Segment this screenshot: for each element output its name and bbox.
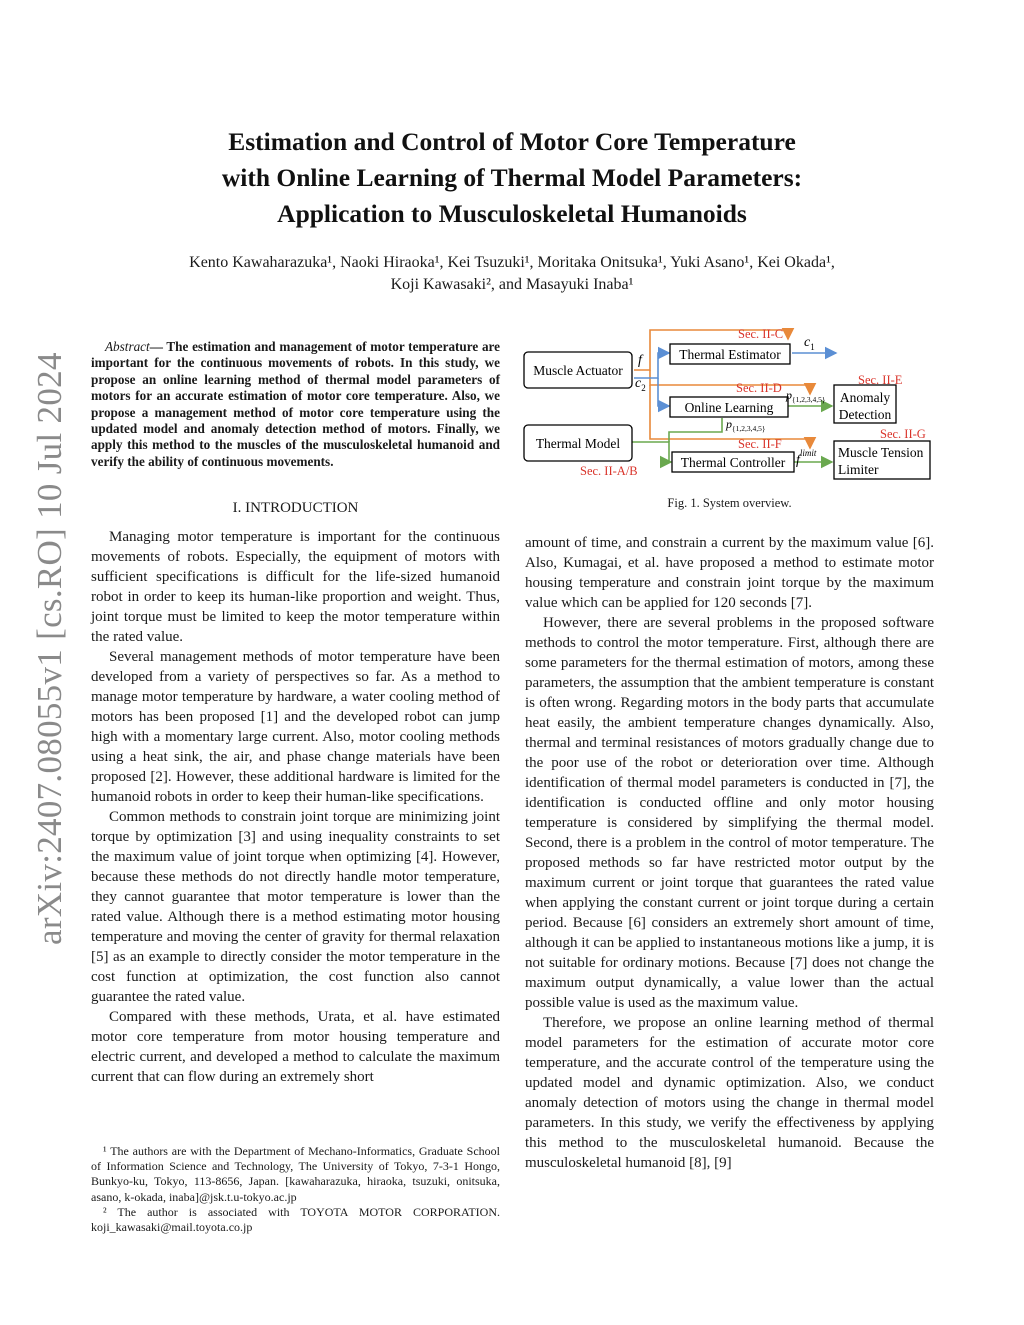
author-list (110, 252, 914, 296)
label-sec-ii-d: Sec. II-D (736, 381, 782, 395)
title-line-2: with Online Learning of Thermal Model Parameters: (221, 163, 803, 192)
box-anomaly-label-1: Anomaly (839, 390, 891, 405)
paragraph: amount of time, and constrain a current by the maximum value [6]. Also, Kumagai, et al. have proposed a method to estimate motor housing temperature and constrain joint torque by the maximum value which can be applied for 120 seconds [7]. (525, 535, 934, 611)
paragraph: Common methods to constrain joint torque are minimizing joint torque by optimization [3] and using inequality constraints to set the maximum value of joint torque when optimizing [4]. However, because these methods do not directly handle motor temperature, they cannot guarantee that motor temperature is lower than the rated value. Although there is a method estimating motor housing temperature and moving the center of gravity for thermal relaxation [5] as an example to directly consider the motor temperature in the cost function at optimization, the cost function also cannot guarantee the rated value. (91, 809, 500, 1005)
symbol-c2-base: c (635, 376, 642, 391)
footnote-2: ² The author is associated with TOYOTA MOTOR CORPORATION. koji_kawasaki@mail.toyota.co.jp (91, 1204, 500, 1235)
box-online-learning-label: Online Learning (684, 400, 774, 415)
left-column-body (91, 527, 500, 1087)
footnote-1: ¹ The authors are with the Department of Mechano-Informatics, Graduate School of Information Science and Technology, The University of Tokyo, 7-3-1 Hongo, Bunkyo-ku, Tokyo, 113-8656, Japan. [kawaharazuka, hiraoka, tsuzuki, onitsuka, asano, k-okada, inaba]@jsk.t.u-tokyo.ac.jp (91, 1144, 500, 1204)
box-thermal-controller-label: Thermal Controller (680, 455, 786, 470)
symbol-f-limit-sup: limit (799, 448, 817, 458)
symbol-p-lower-base: p (726, 417, 732, 431)
title-line-1: Estimation and Control of Motor Core Temperature (228, 127, 796, 156)
section-heading: I. INTRODUCTION (232, 500, 359, 516)
box-anomaly-label-2: Detection (838, 407, 892, 422)
symbol-p-upper-sub: {1,2,3,4,5} (792, 395, 826, 404)
arrow-model-to-controller (632, 442, 669, 462)
authors-line-1: Kento Kawaharazuka¹, Naoki Hiraoka¹, Kei Tsuzuki¹, Moritaka Onitsuka¹, Yuki Asano¹, Kei Okada¹, (189, 254, 835, 271)
paper-title (130, 124, 894, 232)
label-sec-ii-f: Sec. II-F (738, 437, 782, 451)
box-tension-label-2: Limiter (838, 462, 879, 477)
symbol-c2-sub: 2 (641, 383, 646, 393)
label-sec-ii-ab: Sec. II-A/B (580, 464, 638, 478)
symbol-c1 (804, 335, 815, 352)
paragraph: Managing motor temperature is important for the continuous movements of robots. Especially, the equipment of motors with sufficient specifications is difficult for the life-sized humanoid robot in order to keep its human-like proportion and weight. Thus, joint torque must be limited to keep the motor temperature within the rated value. (91, 529, 500, 645)
symbol-p-lower (725, 417, 765, 433)
symbol-p-lower-sub: {1,2,3,4,5} (732, 424, 766, 433)
symbol-c1-sub: 1 (810, 342, 815, 352)
box-tension-label-1: Muscle Tension (838, 445, 924, 460)
abstract-label: Abstract (105, 339, 150, 354)
abstract-text: The estimation and management of motor temperature are important for the continuous movements of robots. In this study, we propose an online learning method of thermal model parameters of motors for an accurate estimation of motor core temperature. Also, we propose a management method of motor core temperature using the updated model and anomaly detection method of motors. Finally, we apply this method to the muscles of the musculoskeletal humanoid and verify the ability of continuous movements. (91, 339, 501, 469)
box-thermal-model-label: Thermal Model (535, 436, 621, 451)
arxiv-stamp[interactable]: arXiv:2407.08055v1 [cs.RO] 10 Jul 2024 (30, 352, 69, 945)
authors-line-2: Koji Kawasaki², and Masayuki Inaba¹ (390, 276, 634, 293)
paragraph: However, there are several problems in the proposed software methods to control the motor temperature. First, although there are some parameters for the thermal estimation of motors, among these parameters, the assumption that the ambient temperature is constant is often wrong. Regarding motors in the body parts that accumulate heat easily, the ambient temperature changes dynamically. Also, thermal and terminal resistances of motors gradually change due to the poor use of the robot or deterioration over time. Although identification of thermal model parameters is conducted in [7], the identification is conducted offline and only motor housing temperature is considered by simplifying the thermal model. Second, there is a problem in the control of motor temperature. The proposed methods so far have restricted motor output by the maximum current or joint torque that guarantees the rated value when applying the constant current or joint torque during a certain period. Because [6] considers an extremely short amount of time, although it can be applied to instantaneous motions like a jump, it is not suitable for ordinary motions. Because [7] does not change the maximum output dynamically, a value lower than the actual possible value is used as the maximum value. (525, 615, 934, 1011)
box-thermal-estimator-label: Thermal Estimator (679, 347, 781, 362)
label-sec-ii-g: Sec. II-G (880, 427, 926, 441)
paragraph: Several management methods of motor temperature have been developed from a variety of perspectives so far. As a method to manage motor temperature by hardware, a water cooling method of motors has been proposed [1] and the developed robot can jump high with a momentary large current. Also, motor cooling methods using a heat sink, the air, and phase change materials have been proposed [2]. However, these additional hardware is limited for the humanoid robots in order to keep their human-like specifications. (91, 649, 500, 805)
right-column-body (525, 533, 934, 1173)
abstract-dash: — (149, 339, 163, 354)
symbol-f-limit (796, 448, 817, 468)
symbol-f-limit-base: f (796, 453, 800, 468)
abstract (91, 339, 500, 470)
label-sec-ii-e: Sec. II-E (858, 373, 903, 387)
paragraph: Therefore, we propose an online learning method of thermal model parameters for the estimation of accurate motor core temperature, and the accurate control of the temperature using the updated model and dynamic optimization. Also, we conduct anomaly detection of motors using the change in thermal model parameters. In this study, we verify the effectiveness by applying this method to the musculoskeletal humanoid. Because the musculoskeletal humanoid [8], [9] (525, 1015, 934, 1171)
symbol-p-upper (785, 388, 825, 404)
footnotes (91, 1144, 500, 1235)
symbol-p-upper-base: p (786, 388, 792, 402)
arrow-c2-to-learning (658, 378, 669, 406)
box-muscle-actuator-label: Muscle Actuator (533, 363, 623, 378)
label-sec-ii-c: Sec. II-C (738, 327, 784, 341)
paragraph: Compared with these methods, Urata, et al. have estimated motor core temperature from motor housing temperature and electric current, and developed a method to calculate the maximum current that can flow during an extremely short (91, 1009, 500, 1085)
title-line-3: Application to Musculoskeletal Humanoids (277, 199, 747, 228)
figure-caption: Fig. 1. System overview. (667, 496, 792, 510)
symbol-f: f (638, 353, 642, 368)
system-overview-figure (518, 322, 938, 490)
symbol-c1-base: c (804, 335, 811, 350)
